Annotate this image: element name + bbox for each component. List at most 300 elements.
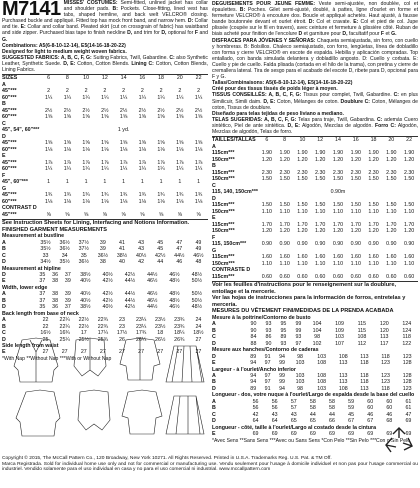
intro-fr bbox=[212, 1, 418, 38]
yardage-en-cell: ⅝ bbox=[140, 211, 145, 218]
yardage-en-cell: 1¼ bbox=[82, 94, 90, 101]
yardage-en-cell: 1⅞ bbox=[82, 159, 90, 166]
yardage-fr-row-label: 150cm*** bbox=[212, 228, 235, 235]
yardage-fr-row-label: 150cm*** bbox=[212, 260, 235, 267]
measure-en-row-label: A bbox=[2, 239, 6, 246]
measure-en-cell: 23 bbox=[119, 323, 125, 330]
intro-es bbox=[212, 38, 418, 81]
yardage-en-cell: 1¼ bbox=[138, 166, 146, 173]
see-instructions-en: See Instruction Sheets for Lining, Interfacing and Notions Information. bbox=[2, 220, 190, 227]
measure-en-cell: 49 bbox=[195, 239, 202, 246]
yardage-en-cell: 1¼ bbox=[63, 166, 72, 173]
yardage-en-cell: 1¾ bbox=[101, 192, 109, 199]
yardage-fr-cell: 0.60 bbox=[297, 273, 308, 280]
suggested-fr-run-text: en plus Similicuir, Simili daim. bbox=[212, 92, 418, 105]
intro-fr-run-text: et bbox=[384, 31, 392, 38]
yardage-en-row-label: F bbox=[2, 172, 6, 179]
measure-en-cell: 46½ bbox=[193, 252, 204, 259]
garment-line-drawings bbox=[2, 336, 208, 440]
measure-fr-cell: 99 bbox=[295, 321, 302, 328]
intro-en-run-text: optional for bbox=[166, 30, 195, 37]
yardage-en-cell: 1⅛ bbox=[101, 146, 109, 153]
yardage-fr-cell: 1.10 bbox=[350, 260, 361, 267]
measure-en-cell: 43 bbox=[138, 239, 145, 246]
measure-en-cell: 46½ bbox=[147, 291, 158, 298]
yardage-fr-cell: 1.10 bbox=[403, 260, 415, 267]
yardage-fr-row-label: 150cm*** bbox=[212, 208, 235, 215]
yardage-en-cell: 1⅝ bbox=[82, 114, 90, 121]
yardage-fr-row-label: 115cm*** bbox=[212, 273, 235, 280]
measure-en-cell: 22½ bbox=[78, 317, 89, 323]
yardage-en-cell: 1¼ bbox=[157, 166, 165, 173]
measure-fr-group-table bbox=[212, 354, 418, 367]
measure-en-cell: 48 bbox=[195, 259, 202, 266]
yardage-en-cell: 1⅝ bbox=[138, 140, 146, 147]
yardage-en-row-label: 45"*** bbox=[2, 211, 17, 218]
yardage-fr-cell: 0.90 bbox=[315, 241, 326, 248]
yardage-fr-size: 16 bbox=[352, 137, 359, 144]
measure-fr-cell: 89 bbox=[250, 385, 257, 392]
yardage-en-cell: 1⅝ bbox=[157, 140, 165, 147]
measure-fr-cell: 113 bbox=[380, 334, 389, 341]
yardage-fr-row-label: 115cm*** bbox=[212, 150, 235, 157]
intro-fr-run-text: Col et cravate. bbox=[314, 19, 354, 26]
yardage-fr-cell: 1.20 bbox=[350, 156, 361, 163]
yardage-en-row-label: 45"*** bbox=[2, 140, 17, 147]
yardage-en-row-label: 45"*** bbox=[2, 192, 17, 199]
suggested-fr-run-bold: D, E: bbox=[263, 98, 276, 105]
yardage-en-cell: 1 bbox=[178, 179, 182, 186]
yardage-fr-cell: 1.70 bbox=[261, 221, 272, 228]
intro-es-heading: DISFRACES PARA JÓVENES Y SEÑORAS: bbox=[212, 37, 316, 44]
yardage-fr-cell: 0.90 bbox=[386, 241, 397, 248]
measure-en-cell: 39 bbox=[64, 278, 71, 285]
measure-fr-cell: 69 bbox=[329, 431, 335, 438]
measure-fr-cell: 57 bbox=[290, 405, 297, 412]
yardage-fr-cell: 0.90 bbox=[403, 241, 415, 248]
yardage-en-size: 12 bbox=[101, 75, 108, 82]
measure-en-cell: 17½ bbox=[116, 330, 128, 336]
yardage-fr-cell: 1.20 bbox=[315, 228, 326, 235]
measure-en-cell: 39 bbox=[99, 239, 106, 246]
measure-fr-cell: 43 bbox=[271, 411, 278, 418]
measure-fr-cell: 118 bbox=[402, 334, 411, 341]
measure-fr-cell: 98 bbox=[297, 353, 304, 360]
measure-en-cell: 22½ bbox=[78, 323, 89, 330]
measure-fr-cell: 47 bbox=[405, 411, 412, 418]
measure-en-cell: 23¼ bbox=[135, 323, 147, 330]
measure-fr-cell: 109 bbox=[335, 327, 344, 334]
measure-en-cell: 27 bbox=[80, 349, 87, 356]
yardage-fr-cell: 0.90 bbox=[368, 241, 379, 248]
measure-en-cell: 18¼ bbox=[174, 330, 185, 336]
suggested-fr-run-bold: C: bbox=[393, 92, 399, 99]
suggested-es-run-text: Algodón, Mezclas de algodón. bbox=[300, 122, 375, 129]
measure-fr-cell: 61 bbox=[405, 405, 412, 412]
intro-en-run-text: Semi-fitted, unlined jacket has collar and shoulder pads. bbox=[63, 0, 208, 13]
measure-fr-cell: 68 bbox=[386, 418, 393, 425]
measure-en-cell: 27 bbox=[176, 349, 183, 356]
yardage-en-cell: 1⅛ bbox=[101, 198, 109, 205]
yardage-en-row-label: 60"*** bbox=[2, 166, 17, 173]
intro-fr-run-bold: D: bbox=[308, 19, 315, 26]
yardage-fr-size: 22 bbox=[406, 137, 413, 144]
measure-en-row-label: D bbox=[2, 336, 6, 343]
intro-en-run-bold: D: bbox=[187, 18, 194, 25]
yardage-en-cell: 1⅞ bbox=[157, 159, 165, 166]
measure-fr-cell: 103 bbox=[317, 353, 327, 360]
measure-fr-cell: 43 bbox=[290, 411, 297, 418]
measure-fr-cell: 94 bbox=[250, 360, 257, 367]
yardage-fr-cell: 0.60 bbox=[368, 273, 379, 280]
yardage-en-cell: 1⅝ bbox=[157, 114, 165, 121]
measure-en-cell: 23½ bbox=[155, 317, 166, 323]
measure-en-cell: 42½ bbox=[124, 304, 136, 311]
yardage-en-cell: 1⅛ bbox=[157, 198, 165, 205]
yardage-fr-size: 10 bbox=[299, 137, 306, 144]
yardage-en-row-label: 60"*** bbox=[2, 198, 17, 205]
suggested-en-run-bold: Lining C: bbox=[131, 60, 154, 67]
measure-fr-cell: 118 bbox=[360, 360, 369, 367]
measure-en-cell: 44½ bbox=[124, 297, 136, 304]
yardage-fr-cell: 1.10 bbox=[386, 208, 397, 215]
yardage-en-cell: 1⅛ bbox=[82, 146, 90, 153]
jacket-sketch bbox=[14, 338, 58, 382]
yardage-fr-cell: 2.30 bbox=[403, 169, 415, 176]
measure-en-cell: 40½ bbox=[80, 278, 91, 285]
measure-fr-group-title: Mesure à la poitrine/Contorno de busto bbox=[212, 315, 311, 322]
yardage-en-cell: 1¼ bbox=[44, 94, 53, 101]
yardage-en-cell: 1 bbox=[103, 179, 107, 186]
intro-fr-run-bold: DÉGUISEMENTS POUR JEUNE FEMME: bbox=[212, 1, 316, 7]
yardage-en-cell: 1⅝ bbox=[176, 114, 184, 121]
yardage-fr-cell: 1.70 bbox=[279, 221, 290, 228]
suggested-es-run-text: Telas para traje, Twill, Gabardina. bbox=[296, 116, 377, 123]
measure-fr-row-label: D bbox=[212, 340, 216, 347]
yardage-en-row-label: 45", 60"*** bbox=[2, 179, 28, 186]
yardage-en-cell: 2½ bbox=[194, 107, 203, 114]
measure-en-cell: 22¼ bbox=[59, 323, 70, 330]
yardage-fr-cell: 1.90 bbox=[332, 150, 344, 157]
intro-es-text: Chaqueta semiajustada, sin forro, con cuello y hombreras. B: Bolsillos. Chaleco semiajustado, con forro, lengüetas, línea de dobladillo con forma y cierre VELCRO® en escote de espalda. Hebilla y aplicación compradas. Top entallado, con banda simulada delantera y dobladillo angosto. D: Cuello y corbata. E: Cuello y pie de cuello. Falda plisada (cortada en el hilo de la trama), con pretina y cierre de cremallera lateral. Tira de sesgo para el acabado del escote D, ribete para D, opcional para F y G. bbox=[212, 37, 418, 81]
yardage-fr-cell: 1.10 bbox=[261, 260, 272, 267]
measure-en-cell: 48½ bbox=[169, 278, 180, 285]
yardage-en-cell: 1⅞ bbox=[194, 159, 203, 166]
measure-fr-cell: 113 bbox=[339, 360, 348, 367]
yardage-fr-cell: 1.90 bbox=[279, 150, 290, 157]
measure-fr-cell: 104 bbox=[312, 327, 322, 334]
yardage-fr-cell: 0.90m bbox=[330, 189, 346, 196]
yardage-fr-cell: 1.70 bbox=[403, 221, 415, 228]
measure-en-cell: 38½ bbox=[80, 304, 91, 311]
yardage-en-cell: 1⅛ bbox=[194, 198, 203, 205]
measure-fr-cell: 108 bbox=[317, 372, 327, 379]
measure-fr-cell: 115 bbox=[357, 327, 367, 334]
yardage-fr-cell: 0.90 bbox=[332, 241, 344, 248]
yardage-en-size: 20 bbox=[176, 75, 183, 82]
yardage-fr-row-label: F bbox=[212, 234, 216, 241]
yardage-en-cell: 2 bbox=[65, 88, 69, 95]
yardage-fr-cell: 1.20 bbox=[386, 228, 397, 235]
yardage-fr-cell: 1.60 bbox=[261, 254, 272, 261]
yardage-en-cell: 2 bbox=[178, 88, 182, 95]
measure-fr-cell: 94 bbox=[250, 372, 257, 379]
measure-fr-group-table bbox=[212, 373, 418, 393]
yardage-fr-cell: 1.20 bbox=[297, 228, 308, 235]
measure-fr-cell: 113 bbox=[339, 379, 348, 386]
measure-fr-cell: 94 bbox=[279, 385, 285, 392]
measure-en-group-table bbox=[2, 272, 208, 285]
measure-fr-cell: 97 bbox=[295, 340, 302, 347]
measure-en-cell: 42½ bbox=[155, 252, 166, 259]
measure-fr-cell: 118 bbox=[381, 385, 390, 392]
measure-fr-group-title: Largeur - à l'ourlet/Ancho inferior bbox=[212, 366, 296, 373]
yardage-en-row-label: 45"*** bbox=[2, 107, 17, 114]
yardage-fr-table-row bbox=[212, 274, 418, 281]
intro-en-run-bold: B: bbox=[112, 6, 118, 13]
yardage-fr-row-label: A bbox=[212, 143, 216, 150]
measure-fr-cell: 59 bbox=[348, 398, 355, 405]
intro-fr-run-bold: D, bbox=[342, 31, 348, 38]
measure-en-cell: 40½ bbox=[102, 304, 113, 311]
intro-fr-run-bold: D bbox=[298, 31, 303, 38]
trademark-text: Marca Registrada. Sold for individual home use only and not for commercial or manufacturing use. Vendu seulement pour l'usage à domicile individuel et non pas pour l'usage commercial ou industriel. Vendido solamente para el uso individual en casa y no para el uso comercial ni industrial. www.mccallpattern.com bbox=[2, 461, 418, 473]
measure-fr-cell: 56 bbox=[271, 398, 278, 405]
yardage-en-cell: 1 bbox=[122, 179, 126, 186]
measure-fr-cell: 69 bbox=[367, 431, 374, 438]
yardage-fr-cell: 0.90 bbox=[297, 241, 308, 248]
measure-en-row-label: A bbox=[2, 317, 6, 323]
measure-en-cell: 33 bbox=[42, 252, 49, 259]
measure-fr-cell: 46 bbox=[367, 411, 374, 418]
measure-en-row-label: B bbox=[2, 246, 6, 253]
yardage-en-cell: 1⅛ bbox=[119, 198, 128, 205]
measure-fr-cell: 99 bbox=[295, 327, 302, 334]
yardage-en-row-label: 45"*** bbox=[2, 159, 17, 166]
measurements-fr bbox=[212, 315, 418, 437]
yardage-fr-cell: 1.10 bbox=[350, 208, 361, 215]
measure-fr-cell: 67 bbox=[348, 418, 355, 425]
measure-en-cell: 46 bbox=[176, 259, 183, 266]
measure-fr-cell: 58 bbox=[329, 398, 335, 405]
yardage-fr-cell: 1.50 bbox=[297, 202, 308, 209]
measure-en-cell: 17¾ bbox=[135, 330, 147, 336]
yardage-en-cell: 1¼ bbox=[101, 166, 109, 173]
yardage-en-row-label: G bbox=[2, 185, 7, 192]
measure-en-cell: 40½ bbox=[102, 271, 113, 278]
yardage-fr-cell: 2.30 bbox=[297, 169, 308, 176]
yardage-en-cell: 1⅞ bbox=[63, 159, 72, 166]
yardage-fr-cell: 1.60 bbox=[368, 254, 379, 261]
yardage-en-row-label: 45", 54", 60"*** bbox=[2, 127, 40, 134]
measure-fr-cell: 118 bbox=[381, 353, 390, 360]
measure-en-cell: 35 bbox=[39, 271, 46, 278]
suggested-fr-run-bold: Doublure C: bbox=[340, 98, 371, 105]
measure-en-cell: 18½ bbox=[193, 330, 204, 336]
yardage-fr-cell: 1.10 bbox=[332, 208, 344, 215]
yardage-fr-cell: 1.20 bbox=[403, 156, 415, 163]
yardage-fr-size: 6 bbox=[265, 137, 269, 144]
measure-en-cell: 25¼ bbox=[59, 336, 70, 343]
measure-fr-cell: 128 bbox=[402, 372, 412, 379]
yardage-en-cell: 2½ bbox=[44, 107, 53, 114]
intro-fr-run-bold: E: bbox=[353, 19, 359, 26]
yardage-en-cell: 1¼ bbox=[194, 94, 203, 101]
intro-en-run-bold: E: bbox=[20, 24, 26, 31]
yardage-fr-row-label: 115cm*** bbox=[212, 202, 235, 209]
yardage-fr-cell: 1.50 bbox=[297, 176, 308, 183]
measure-en-group-table bbox=[2, 291, 208, 311]
measure-fr-cell: 113 bbox=[360, 385, 369, 392]
yardage-en-cell: 2½ bbox=[138, 107, 146, 114]
measure-fr-cell: 95 bbox=[280, 321, 287, 328]
measure-fr-cell: 104 bbox=[312, 321, 322, 328]
yardage-fr-cell: 1.50 bbox=[315, 176, 326, 183]
measure-en-cell: 36½ bbox=[59, 246, 70, 253]
measure-en-row-label: D bbox=[2, 271, 6, 278]
measure-fr-cell: 65 bbox=[309, 418, 316, 425]
measure-en-cell: 40½ bbox=[80, 297, 91, 304]
measure-fr-cell: 103 bbox=[335, 334, 344, 341]
yardage-en-size: 14 bbox=[120, 75, 127, 82]
measure-en-cell: 45 bbox=[157, 246, 164, 253]
yardage-fr-size: 14 bbox=[335, 137, 341, 144]
measure-fr-cell: 108 bbox=[338, 385, 348, 392]
measure-fr-cell: 93 bbox=[295, 334, 302, 341]
yardage-fr-cell: 0.60 bbox=[332, 273, 344, 280]
top-sketch bbox=[120, 338, 160, 380]
yardage-en-cell: 1 bbox=[140, 179, 144, 186]
measure-fr-cell: 97 bbox=[264, 360, 271, 367]
yardage-fr-row-label: 115cm*** bbox=[212, 169, 235, 176]
measure-en-cell: 25½ bbox=[78, 336, 89, 343]
measure-fr-cell: 97 bbox=[264, 379, 271, 386]
yardage-en-cell: 1¼ bbox=[138, 94, 146, 101]
measure-en-row-label: A bbox=[2, 291, 6, 298]
intro-fr-run-text: Col et pied de col. Jupe plissée (coupée sur le fil en travers), avec ceinture et fermeture à glissière côté. Ruban de biais acheté pour finition de l'encolure bbox=[212, 19, 418, 38]
yardage-fr-cell: 1.50 bbox=[386, 202, 397, 209]
measure-en-cell: 35½ bbox=[40, 239, 51, 246]
measure-en-cell: 44½ bbox=[147, 271, 158, 278]
measure-en-row-label: E bbox=[2, 349, 6, 356]
measure-fr-cell: 57 bbox=[290, 398, 297, 405]
yardage-en-cell: 2½ bbox=[63, 107, 72, 114]
measure-en-row-label: C bbox=[2, 252, 6, 259]
vest-back-sketch bbox=[78, 390, 110, 430]
intro-en-run-bold: D, bbox=[127, 30, 133, 37]
measure-fr-row-label: D bbox=[212, 385, 216, 392]
intro-en-run-text: Collar and collar band. Pleated skirt (cut on crossgrain of fabric) has waistband and side zipper. Purchased bias tape to finish neckline bbox=[2, 24, 208, 37]
yardage-fr-cell: 1.20 bbox=[386, 156, 397, 163]
yardage-en-cell: 1⅛ bbox=[82, 198, 90, 205]
yardage-en-cell: 1¼ bbox=[82, 166, 90, 173]
yardage-fr-cell: 1.60 bbox=[332, 254, 344, 261]
measure-en-group-title: Measurement at bustline bbox=[2, 233, 65, 240]
yardage-fr-cell: 2.30 bbox=[368, 169, 379, 176]
measure-en-cell: 38½ bbox=[80, 271, 91, 278]
measure-fr-cell: 128 bbox=[402, 360, 412, 367]
yardage-en-cell: 1⅛ bbox=[63, 146, 72, 153]
yardage-fr-cell: 1.60 bbox=[279, 254, 290, 261]
measure-en-row-label: B bbox=[2, 297, 6, 304]
yardage-fr-cell: 1.10 bbox=[315, 208, 326, 215]
yardage-en-size: 6 bbox=[47, 75, 51, 82]
yardage-en-sizes-label: SIZES bbox=[2, 75, 18, 82]
combinations-fr: Tallas/Combinaisons: A5(6-8-10-12-14), E5(14-16-18-20-22) bbox=[212, 80, 353, 87]
measure-fr-cell: 89 bbox=[250, 353, 257, 360]
measure-en-cell: 39 bbox=[99, 246, 106, 253]
yardage-fr-cell: 1.20 bbox=[332, 156, 344, 163]
measure-fr-cell: 103 bbox=[295, 372, 305, 379]
yardage-en-cell: 2 bbox=[140, 88, 144, 95]
yardage-en-cell: 1⅝ bbox=[63, 140, 72, 147]
yardage-fr-cell: 2.30 bbox=[332, 169, 344, 176]
yardage-en-cell: 1 yd. bbox=[117, 127, 130, 134]
yardage-fr-cell: 1.90 bbox=[368, 150, 379, 157]
measure-fr-cell: 115 bbox=[357, 321, 367, 328]
yardage-en-cell: 2 bbox=[122, 88, 126, 95]
measure-fr-cell: 122 bbox=[402, 340, 412, 347]
yardage-en-cell: 1⅝ bbox=[82, 140, 90, 147]
yardage-en-row-label: B bbox=[2, 101, 6, 108]
measure-en-cell: 26¼ bbox=[135, 336, 147, 343]
yardage-en-row-label: 60"*** bbox=[2, 114, 17, 121]
yardage-en-cell: 1⅛ bbox=[157, 146, 165, 153]
measure-en-cell: 37½ bbox=[78, 239, 89, 246]
measure-en-group-title: Side length from waist bbox=[2, 343, 59, 349]
measure-fr-cell: 60 bbox=[386, 405, 393, 412]
measure-en-cell: 44 bbox=[157, 259, 164, 266]
measure-en-cell: 24 bbox=[195, 317, 202, 323]
yardage-en-cell: 1 bbox=[197, 179, 201, 186]
yardage-fr-cell: 1.50 bbox=[279, 202, 290, 209]
intro-fr-run-bold: G. bbox=[391, 31, 397, 38]
top-back-sketch bbox=[122, 390, 162, 434]
measure-en-cell: 50½ bbox=[191, 278, 202, 285]
measure-en-cell: 22¾ bbox=[97, 323, 109, 330]
measure-en-cell: 44½ bbox=[124, 291, 136, 298]
measure-en-row-label: B bbox=[2, 323, 6, 330]
yardage-en-cell: 2 bbox=[47, 88, 51, 95]
measure-fr-cell: 124 bbox=[402, 321, 412, 328]
measure-en-cell: 36 bbox=[52, 304, 59, 311]
measure-en-cell: 27 bbox=[61, 349, 68, 356]
measure-fr-cell: 93 bbox=[265, 321, 272, 328]
yardage-fr-cell: 1.20 bbox=[315, 156, 326, 163]
measure-fr-cell: 103 bbox=[295, 360, 305, 367]
measure-en-cell: 22 bbox=[42, 323, 49, 330]
measure-fr-cell: 123 bbox=[381, 379, 390, 386]
measure-en-cell: 38½ bbox=[116, 252, 128, 259]
measure-fr-cell: 56 bbox=[252, 398, 259, 405]
yardage-en-cell: 1⅛ bbox=[194, 146, 203, 153]
measure-en-cell: 41 bbox=[119, 239, 125, 246]
yardage-en-cell: 2½ bbox=[82, 107, 90, 114]
measure-en-cell: 18 bbox=[157, 330, 164, 336]
see-instructions-es: Ver las hojas de instrucciones para la información de forros, entretelas y mercería. bbox=[212, 295, 406, 308]
suggested-en-run-text: Cotton, Cotton Blends, Lining Fabrics. bbox=[2, 60, 208, 74]
yardage-fr-cell: 1.60 bbox=[315, 254, 326, 261]
suggested-en-run-text: Suiting Fabrics, Twill, Gabardine. bbox=[91, 54, 170, 61]
yardage-en-cell: 1⅛ bbox=[44, 146, 53, 153]
yardage-en-row-label: 45"*** bbox=[2, 88, 17, 95]
nap-note-en: *With Nap **Without Nap ***With or Without Nap bbox=[2, 355, 112, 362]
jacket-back-sketch bbox=[16, 390, 60, 436]
measure-en-group-title: Width, lower edge bbox=[2, 284, 48, 291]
yardage-en-cell: 1⅛ bbox=[176, 146, 184, 153]
measure-en-cell: 24 bbox=[195, 323, 202, 330]
measure-fr-cell: 69 bbox=[405, 418, 412, 425]
